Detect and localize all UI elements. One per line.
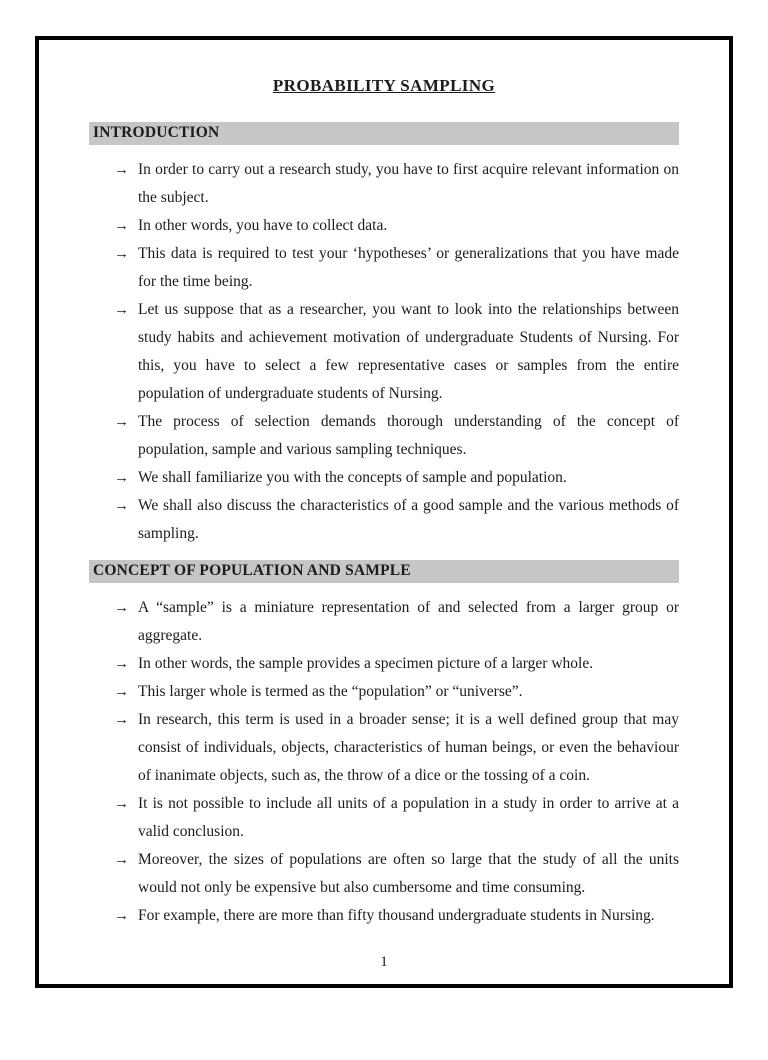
list-item [89, 156, 679, 212]
bullet-text: In other words, you have to collect data. [138, 217, 388, 234]
arrow-bullet-icon: → [114, 470, 129, 486]
list-item [89, 594, 679, 650]
list-item [89, 240, 679, 296]
bullet-text: Let us suppose that as a researcher, you want to look into the relationships between study habits and achievement motivation of undergraduate Students of Nursing. For this, you have to select a few representative cases or samples from the entire population of undergraduate students of Nursing. [138, 301, 679, 402]
section-concept-of-population-and-sample [89, 560, 679, 930]
bullet-text: We shall familiarize you with the concepts of sample and population. [138, 469, 567, 486]
arrow-bullet-icon: → [114, 218, 129, 234]
page-number: 1 [380, 954, 388, 970]
list-item [89, 902, 679, 930]
arrow-bullet-icon: → [114, 712, 129, 728]
list-item [89, 678, 679, 706]
arrow-bullet-icon: → [114, 852, 129, 868]
list-item [89, 790, 679, 846]
arrow-bullet-icon: → [114, 684, 129, 700]
arrow-bullet-icon: → [114, 796, 129, 812]
bullet-text: It is not possible to include all units of a population in a study in order to arrive at a valid conclusion. [138, 795, 679, 840]
list-item [89, 464, 679, 492]
document-page [35, 36, 733, 988]
list-item [89, 296, 679, 408]
arrow-bullet-icon: → [114, 908, 129, 924]
arrow-bullet-icon: → [114, 656, 129, 672]
page-title: PROBABILITY SAMPLING [272, 76, 496, 95]
bullet-text: In research, this term is used in a broader sense; it is a well defined group that may consist of individuals, objects, characteristics of human beings, or even the behaviour of inanimate objects, such as, the throw of a dice or the tossing of a coin. [138, 711, 679, 784]
bullet-text: This data is required to test your ‘hypotheses’ or generalizations that you have made for the time being. [138, 245, 679, 290]
page-content [39, 40, 729, 971]
list-item [89, 408, 679, 464]
list-item [89, 492, 679, 548]
bullet-text: This larger whole is termed as the “population” or “universe”. [138, 683, 523, 700]
bullet-text: For example, there are more than fifty thousand undergraduate students in Nursing. [138, 907, 655, 924]
bullet-text: Moreover, the sizes of populations are often so large that the study of all the units would not only be expensive but also cumbersome and time consuming. [138, 851, 679, 896]
list-item [89, 650, 679, 678]
bullet-text: The process of selection demands thorough understanding of the concept of population, sample and various sampling techniques. [138, 413, 679, 458]
list-item [89, 706, 679, 790]
bullet-list [89, 156, 679, 548]
bullet-text: A “sample” is a miniature representation of and selected from a larger group or aggregate. [138, 599, 679, 644]
arrow-bullet-icon: → [114, 162, 129, 178]
arrow-bullet-icon: → [114, 414, 129, 430]
arrow-bullet-icon: → [114, 246, 129, 262]
arrow-bullet-icon: → [114, 302, 129, 318]
list-item [89, 212, 679, 240]
section-heading: CONCEPT OF POPULATION AND SAMPLE [89, 560, 679, 583]
section-heading: INTRODUCTION [89, 122, 679, 145]
bullet-text: In other words, the sample provides a specimen picture of a larger whole. [138, 655, 594, 672]
section-introduction [89, 122, 679, 548]
bullet-list [89, 594, 679, 930]
list-item [89, 846, 679, 902]
arrow-bullet-icon: → [114, 498, 129, 514]
bullet-text: We shall also discuss the characteristics of a good sample and the various methods of sampling. [138, 497, 679, 542]
arrow-bullet-icon: → [114, 600, 129, 616]
bullet-text: In order to carry out a research study, you have to first acquire relevant information on the subject. [138, 161, 679, 206]
